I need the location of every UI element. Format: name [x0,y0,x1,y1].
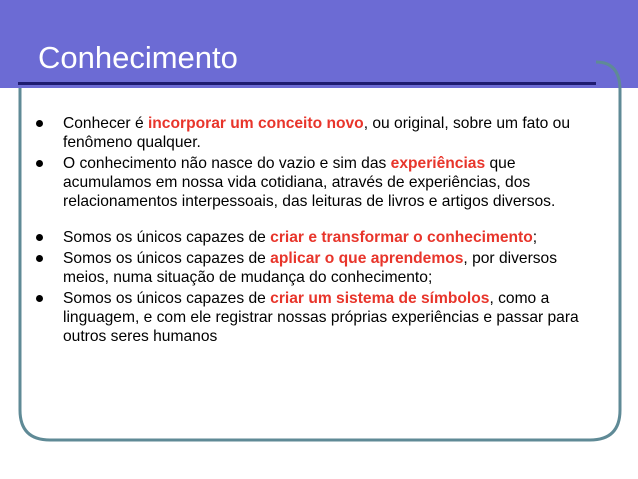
bullet-item [36,289,606,346]
bullet-text: Somos os únicos capazes de [63,250,271,267]
bullet-highlight: incorporar um conceito novo [147,115,364,132]
bullet-text: Somos os únicos capazes de [63,229,271,246]
bullet-item [36,249,606,287]
title-underline [18,82,596,85]
slide-title: Conhecimento [38,40,238,75]
bullet-item [36,154,606,211]
bullet-text: Somos os únicos capazes de [63,290,271,307]
bullet-text: que acumulamos em nossa vida cotidiana, através de experiências, dos relacionamentos interpessoais, das leituras de livros e artigos diversos. [63,155,556,210]
bullet-text: O conhecimento não nasce do vazio e sim das [63,155,391,172]
bullet-highlight: aplicar o que aprendemos [270,250,464,267]
bullet-highlight: criar e transformar o conhecimento [270,229,533,246]
bullet-dot-icon [36,120,43,127]
bullet-text: , por diversos meios, numa situação de mudança do conhecimento; [63,250,558,286]
bullet-dot-icon [36,234,43,241]
bullet-highlight: criar um sistema de símbolos [270,290,490,307]
bullet-text: , como a linguagem, e com ele registrar nossas próprias experiências e passar para outros seres humanos [63,290,579,345]
bullet-text: ; [532,229,538,246]
bullet-dot-icon [36,160,43,167]
bullet-item [36,228,606,247]
bullet-text: Conhecer é [63,115,148,132]
bullet-list [36,114,606,348]
bullet-dot-icon [36,295,43,302]
bullet-text: , ou original, sobre um fato ou fenômeno qualquer. [63,115,571,151]
bullet-item [36,114,606,152]
bullet-dot-icon [36,255,43,262]
bullet-highlight: experiências [390,155,486,172]
